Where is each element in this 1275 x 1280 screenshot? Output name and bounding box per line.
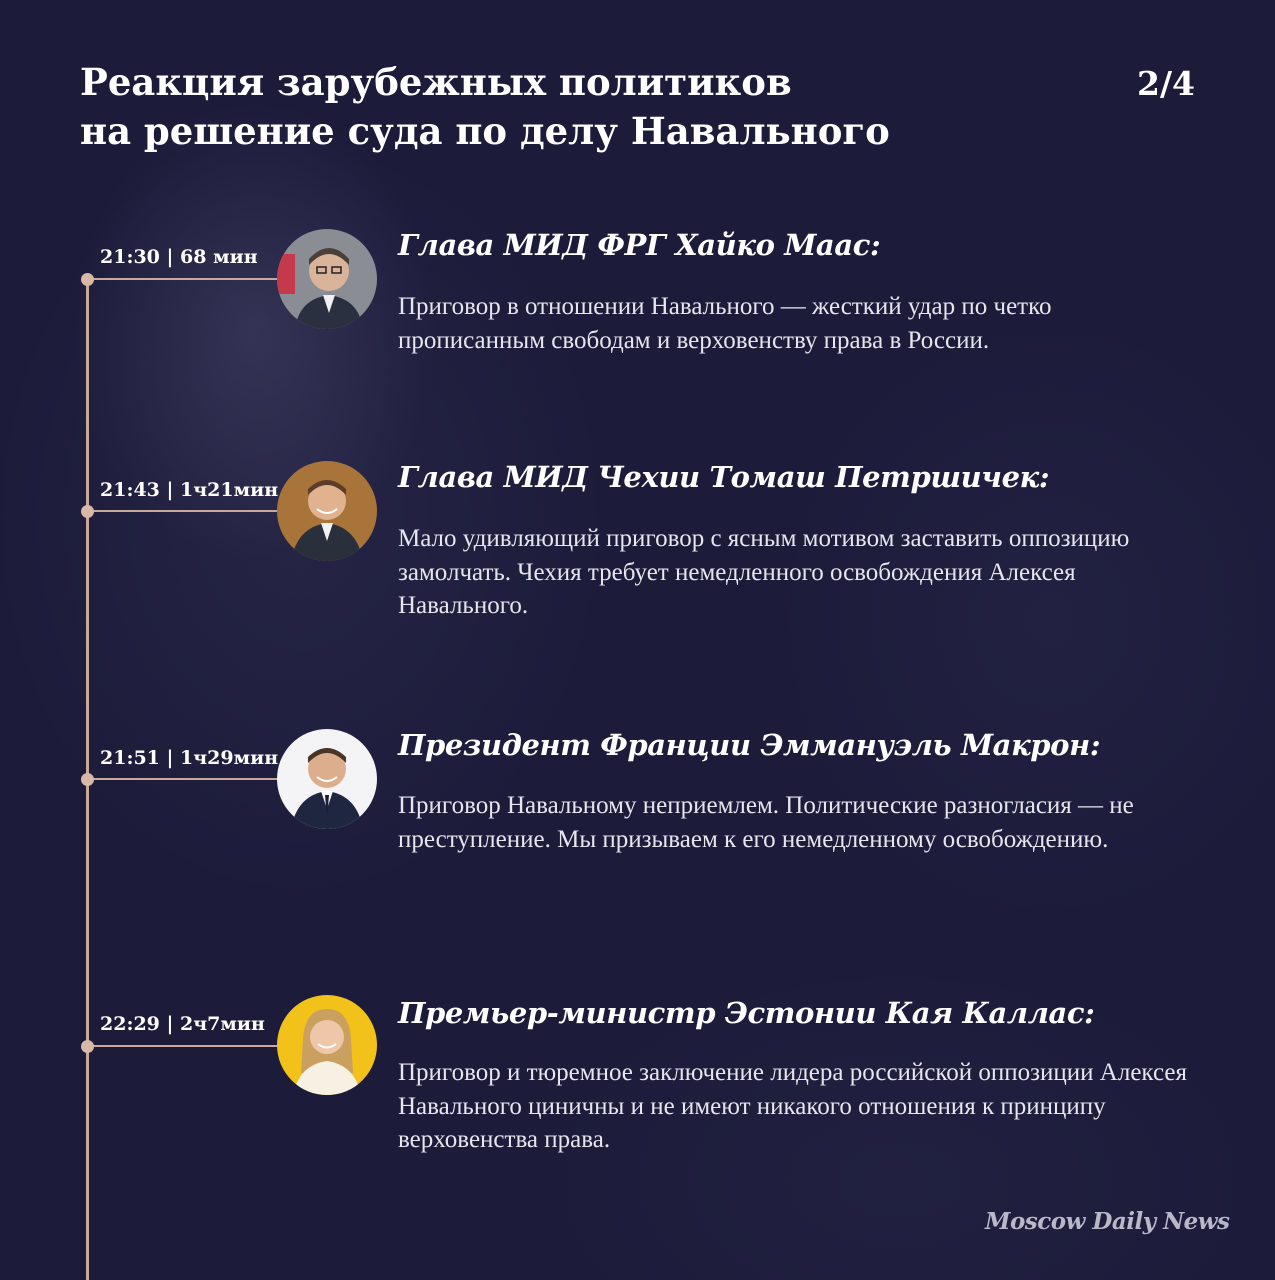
quote-text: Приговор и тюремное заключение лидера российской оппозиции Алексея Навального циничны и не имеют никакого отношения к принципу верховенства права.: [398, 1059, 1187, 1153]
quote-text: Приговор в отношении Навального — жесткий удар по четко прописанным свободам и верховенству права в России.: [398, 293, 1052, 354]
portrait-icon: [277, 995, 377, 1095]
portrait-icon: [277, 229, 377, 329]
quote-text: Мало удивляющий приговор с ясным мотивом заставить оппозицию замолчать. Чехия требует немедленного освобождения Алексея Навального.: [398, 525, 1130, 619]
politician-name: Глава МИД ФРГ Хайко Маас:: [398, 228, 881, 262]
time-label: 21:51 | 1ч29мин: [100, 747, 279, 769]
timeline-dot: [81, 1040, 94, 1053]
avatar-emmanuel-macron: [277, 729, 377, 829]
avatar-heiko-maas: [277, 229, 377, 329]
timeline-connector: [88, 510, 278, 512]
page-title: [80, 58, 1040, 156]
title-line-2: на решение суда по делу Навального: [80, 109, 890, 153]
page-counter: 2/4: [1137, 64, 1195, 103]
timeline-connector: [88, 778, 278, 780]
avatar-tomas-petricek: [277, 461, 377, 561]
quote-text: Приговор Навальному неприемлем. Политические разногласия — не преступление. Мы призываем к его немедленному освобождению.: [398, 792, 1134, 853]
title-line-1: Реакция зарубежных политиков: [80, 60, 792, 104]
time-label: 21:30 | 68 мин: [100, 246, 258, 268]
time-label: 22:29 | 2ч7мин: [100, 1013, 265, 1035]
timeline-connector: [88, 1045, 278, 1047]
timeline-dot: [81, 505, 94, 518]
politician-name: Глава МИД Чехии Томаш Петршичек:: [398, 460, 1050, 494]
portrait-icon: [277, 729, 377, 829]
timeline-dot: [81, 273, 94, 286]
avatar-kaja-kallas: [277, 995, 377, 1095]
timeline-dot: [81, 773, 94, 786]
publisher-logo: Moscow Daily News: [985, 1208, 1230, 1235]
politician-name: Президент Франции Эммануэль Макрон:: [398, 728, 1101, 762]
timeline-connector: [88, 278, 278, 280]
portrait-icon: [277, 461, 377, 561]
time-label: 21:43 | 1ч21мин: [100, 479, 279, 501]
politician-name: Премьер-министр Эстонии Кая Каллас:: [398, 996, 1095, 1030]
